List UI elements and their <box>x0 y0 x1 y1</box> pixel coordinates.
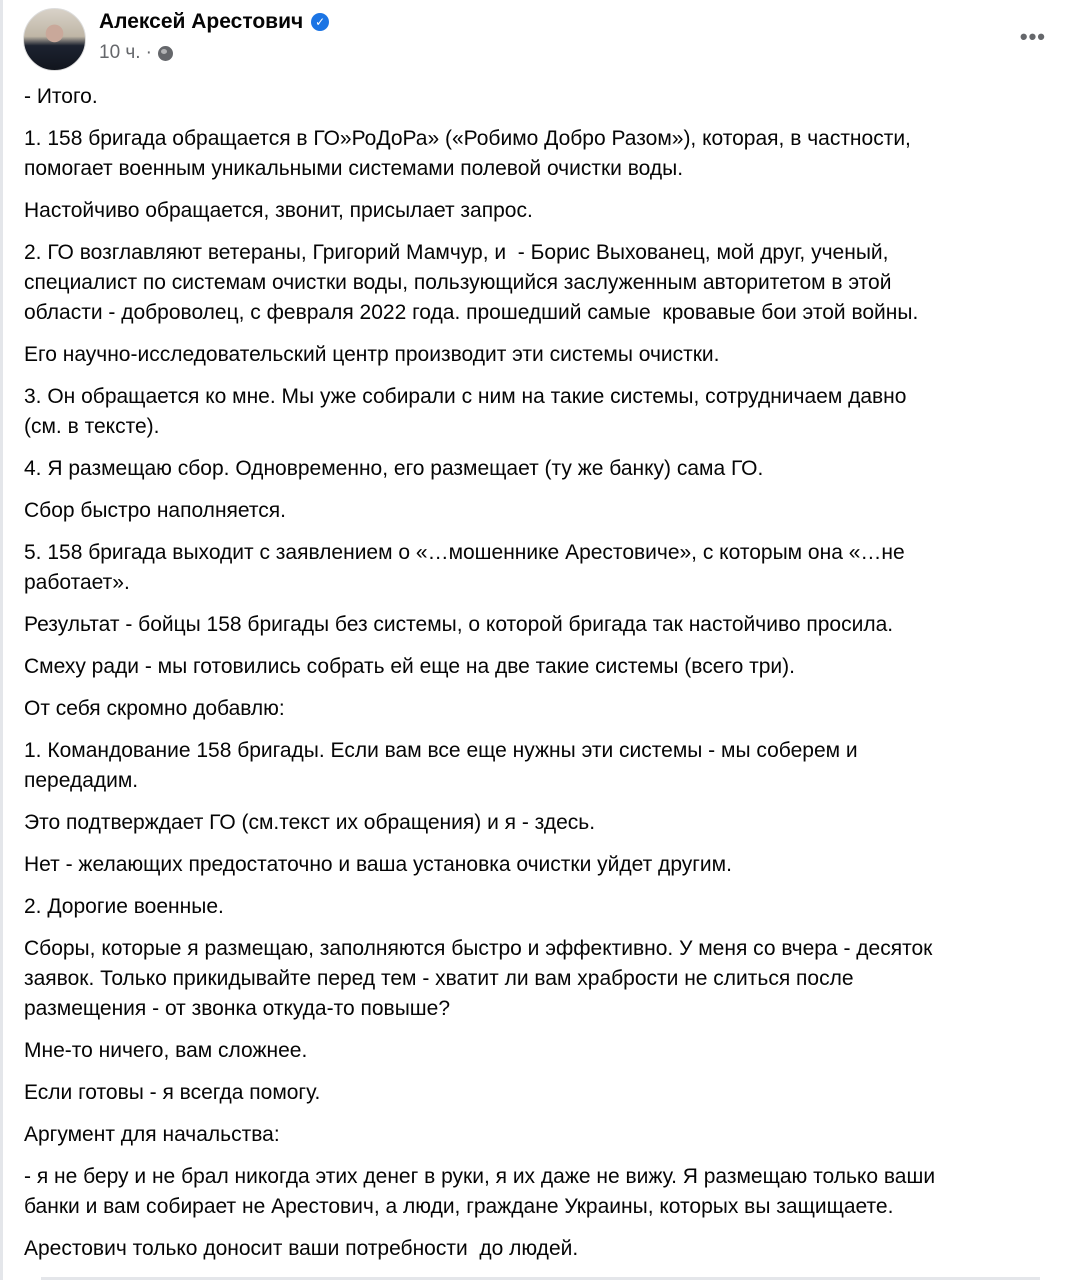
post-text <box>24 82 1069 1276</box>
post-paragraph <box>24 454 1069 484</box>
paragraph-line: Его научно-исследовательский центр производит эти системы очистки. <box>24 343 720 366</box>
paragraph-line: размещения - от звонка откуда-то повыше? <box>24 997 450 1020</box>
post-paragraph <box>24 736 1069 796</box>
paragraph-line: 1. Командование 158 бригады. Если вам все еще нужны эти системы - мы соберем и <box>24 739 858 762</box>
paragraph-line: Это подтверждает ГО (см.текст их обращения) и я - здесь. <box>24 811 596 834</box>
post-paragraph <box>24 610 1069 640</box>
post-paragraph <box>24 82 1069 112</box>
verified-badge-icon: ✓ <box>311 13 329 31</box>
author-name[interactable]: Алексей Арестович <box>99 10 304 33</box>
post-paragraph <box>24 1162 1069 1222</box>
paragraph-line: Настойчиво обращается, звонит, присылает запрос. <box>24 199 533 222</box>
post-paragraph <box>24 892 1069 922</box>
post-paragraph <box>24 196 1069 226</box>
paragraph-line: От себя скромно добавлю: <box>24 697 285 720</box>
post-paragraph <box>24 694 1069 724</box>
paragraph-line: Аргумент для начальства: <box>24 1123 280 1146</box>
meta-separator: · <box>145 42 152 63</box>
paragraph-line: 2. Дорогие военные. <box>24 895 224 918</box>
paragraph-line: Сборы, которые я размещаю, заполняются быстро и эффективно. У меня со вчера - десяток <box>24 937 933 960</box>
paragraph-line: 5. 158 бригада выходит с заявлением о «…мошеннике Арестовиче», с которым она «…не <box>24 541 905 564</box>
paragraph-line: 1. 158 бригада обращается в ГО»РоДоРа» («Робимо Добро Разом»), которая, в частности, <box>24 127 911 150</box>
paragraph-line: (см. в тексте). <box>24 415 160 438</box>
post-paragraph <box>24 934 1069 1024</box>
paragraph-line: 3. Он обращается ко мне. Мы уже собирали с ним на такие системы, сотрудничаем давно <box>24 385 907 408</box>
post-paragraph <box>24 382 1069 442</box>
paragraph-line: помогает военным уникальными системами полевой очистки воды. <box>24 157 684 180</box>
post-paragraph <box>24 496 1069 526</box>
paragraph-line: области - доброволец, с февраля 2022 года. прошедший самые кровавые бои этой войны. <box>24 301 919 324</box>
post-paragraph <box>24 1234 1069 1264</box>
globe-icon[interactable] <box>158 46 173 61</box>
paragraph-line: Смеху ради - мы готовились собрать ей еще на две такие системы (всего три). <box>24 655 795 678</box>
paragraph-line: - я не беру и не брал никогда этих денег в руки, я их даже не вижу. Я размещаю только ваши <box>24 1165 936 1188</box>
post-paragraph <box>24 808 1069 838</box>
author-avatar[interactable] <box>23 8 86 71</box>
paragraph-line: специалист по системам очистки воды, пользующийся заслуженным авторитетом в этой <box>24 271 892 294</box>
paragraph-line: 2. ГО возглавляют ветераны, Григорий Мамчур, и - Борис Выхованец, мой друг, ученый, <box>24 241 889 264</box>
paragraph-line: Если готовы - я всегда помогу. <box>24 1081 321 1104</box>
paragraph-line: Мне-то ничего, вам сложнее. <box>24 1039 308 1062</box>
paragraph-line: Сбор быстро наполняется. <box>24 499 286 522</box>
paragraph-line: 4. Я размещаю сбор. Одновременно, его размещает (ту же банку) сама ГО. <box>24 457 764 480</box>
post-paragraph <box>24 1078 1069 1108</box>
paragraph-line: передадим. <box>24 769 139 792</box>
post-paragraph <box>24 652 1069 682</box>
post-paragraph <box>24 1120 1069 1150</box>
paragraph-line: Арестович только доносит ваши потребности до людей. <box>24 1237 579 1260</box>
post-timestamp[interactable]: 10 ч. <box>99 42 141 63</box>
paragraph-line: Результат - бойцы 158 бригады без системы, о которой бригада так настойчиво просила. <box>24 613 894 636</box>
paragraph-line: заявок. Только прикидывайте перед тем - хватит ли вам храбрости не слиться после <box>24 967 854 990</box>
post-paragraph <box>24 238 1069 328</box>
post-paragraph <box>24 124 1069 184</box>
post-meta <box>99 8 329 64</box>
post-paragraph <box>24 340 1069 370</box>
paragraph-line: банки и вам собирает не Арестович, а люди, граждане Украины, которых вы защищаете. <box>24 1195 894 1218</box>
paragraph-line: Нет - желающих предостаточно и ваша установка очистки уйдет другим. <box>24 853 732 876</box>
paragraph-line: - Итого. <box>24 85 98 108</box>
post-paragraph <box>24 1036 1069 1066</box>
post-paragraph <box>24 538 1069 598</box>
paragraph-line: работает». <box>24 571 130 594</box>
post-header <box>23 8 329 70</box>
post-paragraph <box>24 850 1069 880</box>
more-options-icon[interactable]: ••• <box>1019 24 1046 49</box>
